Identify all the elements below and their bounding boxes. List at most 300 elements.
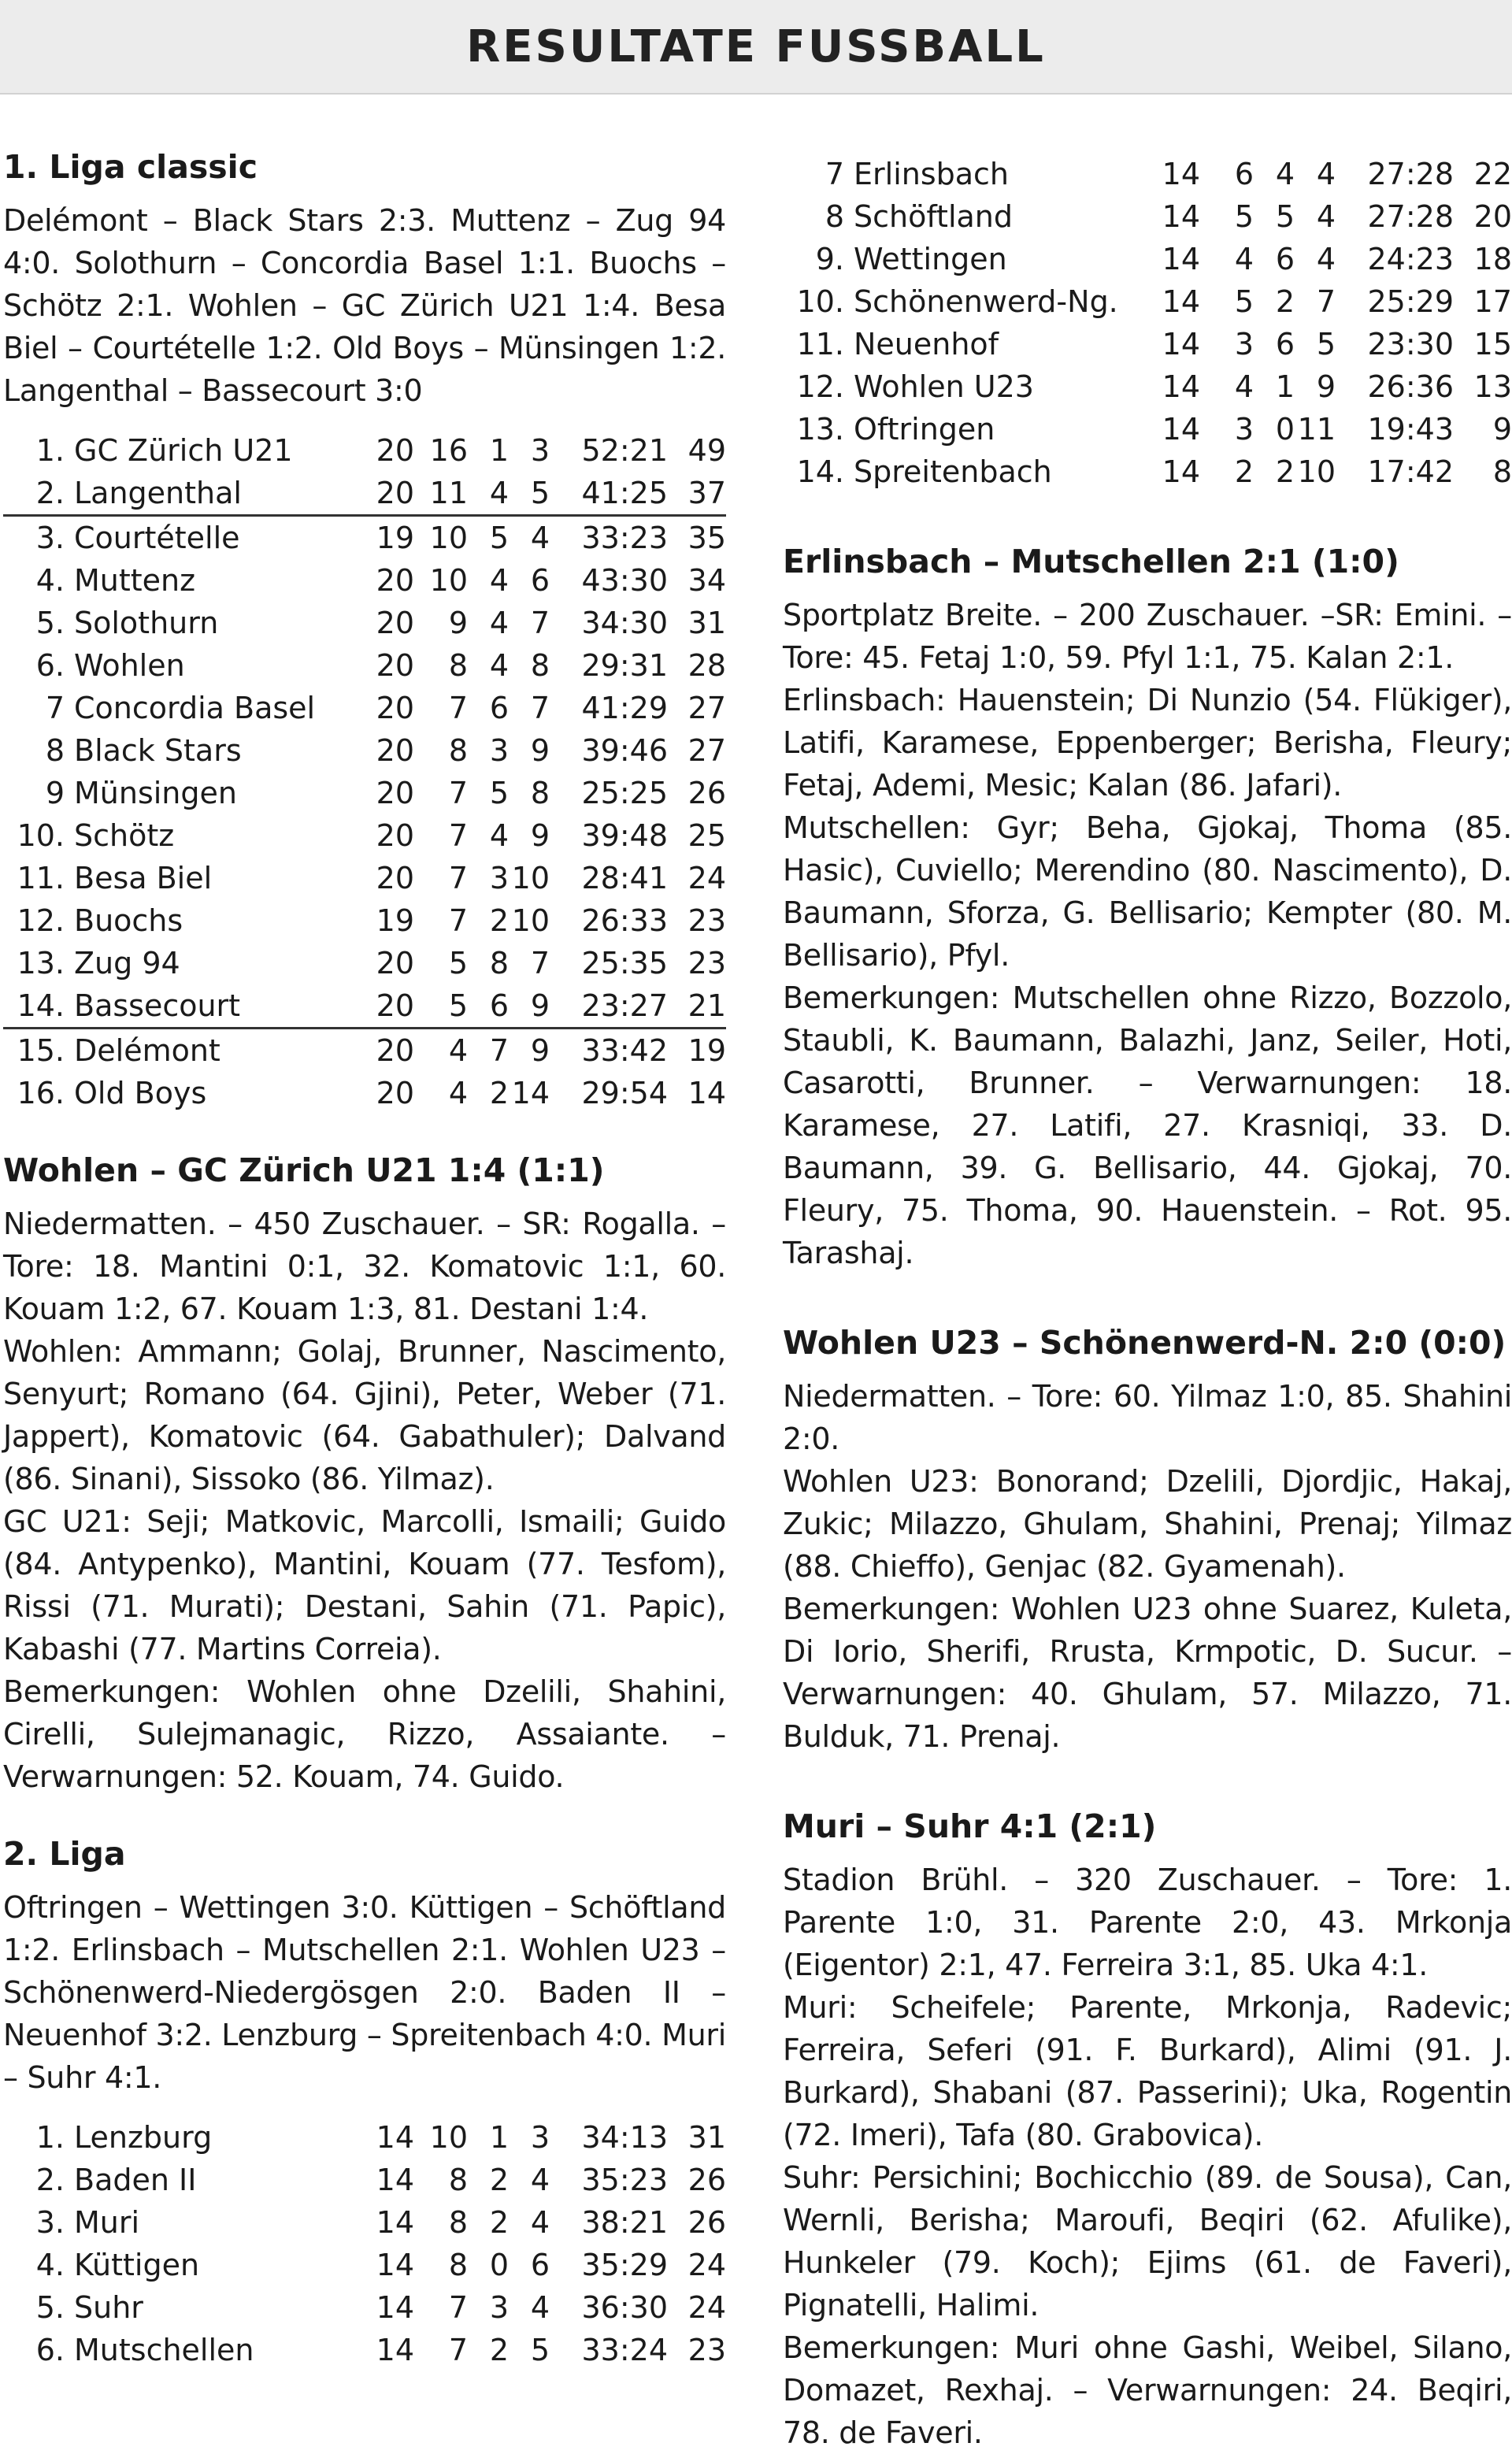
table-team: Concordia Basel [74,691,316,725]
table-team: Besa Biel [74,861,213,895]
table-wins: 7 [448,818,468,853]
table-points: 24 [687,2248,726,2282]
table-wins: 8 [448,648,468,683]
table-points: 24 [687,861,726,895]
table-goals: 23:27 [550,984,668,1029]
table-rank: 10. [796,284,844,319]
table-draws: 7 [489,1033,509,1068]
table-row [3,2286,726,2329]
table-points: 14 [687,1076,726,1110]
table-draws: 1 [489,433,509,468]
table-played: 20 [376,733,414,768]
table-losses: 8 [530,648,550,683]
page-header [0,0,1512,95]
table-played: 20 [373,472,414,516]
table-played: 14 [376,2120,414,2155]
table-goals: 29:54 [581,1076,668,1110]
table-row [3,472,726,516]
table-played: 14 [1162,242,1200,276]
table-losses: 10 [1297,454,1336,489]
table-wins: 5 [414,984,468,1029]
table-draws: 8 [489,946,509,980]
game-paragraph: Wohlen U23: Bonorand; Dzelili, Djordjic, Hakaj, Zukic; Milazzo, Ghulam, Shahini, Prenaj; Yilmaz (88. Chieffo), Genjac (82. Gyamenah). [783,1464,1512,1584]
table-played: 14 [376,2333,414,2367]
table-played: 19 [376,521,414,555]
table-row [783,280,1512,323]
game-paragraph: Bemerkungen: Mutschellen ohne Rizzo, Bozzolo, Staubli, K. Baumann, Balazhi, Janz, Seiler, Hoti, Casarotti, Brunner. – Verwarnungen: 18. Karamese, 27. Latifi, 27. Krasniqi, 33. D. Baumann, 39. G. Bellisario, 44. Gjokaj, 70. Fleury, 75. Thoma, 90. Hauenstein. – Rot. 95. Tarashaj. [783,980,1512,1270]
table-draws: 4 [489,563,509,598]
table-goals: 28:41 [581,861,668,895]
table-wins: 5 [448,946,468,980]
table-losses: 6 [530,563,550,598]
table-row [783,450,1512,493]
table-team: Neuenhof [854,327,999,361]
table-played: 20 [376,861,414,895]
table-losses: 4 [1316,199,1336,234]
table-losses: 7 [530,691,550,725]
table-wins: 10 [429,563,468,598]
table-goals: 41:25 [550,472,668,516]
table-draws: 4 [489,606,509,640]
table-goals: 19:43 [1367,412,1454,447]
table-row [3,984,726,1029]
table-rank: 8 [825,199,844,234]
table-rank: 14. [3,984,74,1029]
table-played: 20 [376,946,414,980]
game-paragraph: Bemerkungen: Wohlen U23 ohne Suarez, Kuleta, Di Iorio, Sherifi, Rrusta, Krmpotic, D. Sucur. – Verwarnungen: 40. Ghulam, 57. Milazzo, 71. Bulduk, 71. Prenaj. [783,1592,1512,1754]
table-rank: 2. [35,2163,65,2197]
table-team: Old Boys [74,1076,207,1110]
table-row [783,195,1512,238]
table-team: Spreitenbach [854,454,1052,489]
game-title-erlinsbach: Erlinsbach – Mutschellen 2:1 (1:0) [783,543,1399,580]
table-wins: 4 [448,1033,468,1068]
table-wins: 4 [448,1076,468,1110]
table-losses: 14 [511,1076,550,1110]
table-row [3,2244,726,2286]
table-points: 31 [687,606,726,640]
table-losses: 9 [530,733,550,768]
table-wins: 6 [1234,157,1254,191]
table-team: Schöftland [854,199,1014,234]
table-draws: 4 [1275,157,1295,191]
left-column [3,146,726,2371]
table-losses: 5 [509,472,550,516]
table-losses: 10 [511,861,550,895]
table-played: 20 [376,606,414,640]
table-team: Solothurn [74,606,219,640]
table-team: Mutschellen [74,2333,254,2367]
table-goals: 43:30 [581,563,668,598]
table-points: 23 [687,946,726,980]
table-team: Suhr [74,2290,143,2325]
table-row [3,1072,726,1114]
table-team: Wettingen [854,242,1007,276]
table-team: Zug 94 [74,946,180,980]
table-rank: 11. [796,327,844,361]
table-points: 22 [1473,157,1512,191]
table-rank: 4. [35,2248,65,2282]
table-wins: 8 [448,733,468,768]
game-paragraph: Niedermatten. – Tore: 60. Yilmaz 1:0, 85. Shahini 2:0. [783,1379,1512,1456]
game-paragraph: Muri: Scheifele; Parente, Mrkonja, Radevic; Ferreira, Seferi (91. F. Burkard), Alimi (91. J. Burkard), Shabani (87. Passerini); Uka, Rogentin (72. Imeri), Tafa (80. Grabovica). [783,1990,1512,2152]
table-team: Schötz [74,818,175,853]
table-losses: 3 [530,2120,550,2155]
table-wins: 4 [1234,242,1254,276]
table-team: Bassecourt [74,984,373,1029]
table-row [3,2116,726,2159]
table-row [3,942,726,984]
table-played: 14 [1162,412,1200,447]
standings-table-liga2-part1 [3,2116,726,2371]
table-played: 20 [376,691,414,725]
table-row [783,323,1512,365]
table-points: 34 [687,563,726,598]
table-draws: 2 [1275,284,1295,319]
table-points: 23 [687,903,726,938]
table-goals: 23:30 [1367,327,1454,361]
game-paragraph: Mutschellen: Gyr; Beha, Gjokaj, Thoma (85. Hasic), Cuviello; Merendino (80. Nascimento), D. Baumann, Sforza, G. Bellisario; Kempter (80. M. Bellisario), Pfyl. [783,810,1512,973]
table-losses: 4 [1316,242,1336,276]
table-played: 14 [1162,199,1200,234]
table-losses: 4 [530,521,550,555]
table-losses: 4 [530,2163,550,2197]
table-draws: 2 [489,2163,509,2197]
table-goals: 35:23 [581,2163,668,2197]
table-losses: 11 [1297,412,1336,447]
table-wins: 3 [1234,412,1254,447]
table-row [3,2329,726,2371]
table-row [3,2201,726,2244]
table-team: GC Zürich U21 [74,433,293,468]
table-goals: 35:29 [581,2248,668,2282]
game-paragraph: Niedermatten. – 450 Zuschauer. – SR: Rogalla. – Tore: 18. Mantini 0:1, 32. Komatovic 1:1, 60. Kouam 1:2, 67. Kouam 1:3, 81. Destani 1:4. [3,1207,726,1326]
table-goals: 38:21 [581,2205,668,2240]
table-rank: 14. [796,454,844,489]
table-row [783,408,1512,450]
table-played: 14 [1162,454,1200,489]
table-wins: 10 [429,521,468,555]
table-points: 31 [687,2120,726,2155]
standings-table-liga2-part2 [783,153,1512,493]
table-rank: 11. [17,861,65,895]
table-draws: 6 [1275,327,1295,361]
table-points: 13 [1473,369,1512,404]
table-points: 19 [687,1033,726,1068]
table-played: 20 [376,818,414,853]
table-wins: 16 [429,433,468,468]
table-losses: 9 [509,984,550,1029]
table-team: Courtételle [74,521,240,555]
table-goals: 27:28 [1367,157,1454,191]
table-losses: 3 [530,433,550,468]
table-losses: 7 [1316,284,1336,319]
table-draws: 6 [468,984,509,1029]
table-points: 27 [687,691,726,725]
table-goals: 26:36 [1367,369,1454,404]
table-rank: 5. [35,2290,65,2325]
table-wins: 2 [1234,454,1254,489]
table-points: 27 [687,733,726,768]
table-goals: 25:25 [581,776,668,810]
table-played: 20 [376,563,414,598]
table-draws: 1 [489,2120,509,2155]
table-rank: 6. [35,648,65,683]
table-wins: 7 [448,2290,468,2325]
table-losses: 7 [530,946,550,980]
table-row [783,153,1512,195]
table-row [783,365,1512,408]
table-losses: 7 [530,606,550,640]
table-team: Wohlen [74,648,185,683]
table-wins: 11 [414,472,468,516]
right-column [783,153,1512,2454]
table-row [3,729,726,772]
game-paragraph: Stadion Brühl. – 320 Zuschauer. – Tore: 1. Parente 1:0, 31. Parente 2:0, 43. Mrkonja (Eigentor) 2:1, 47. Ferreira 3:1, 85. Uka 4:1. [783,1863,1512,1982]
section-title-liga1: 1. Liga classic [3,148,258,186]
table-rank: 8 [45,733,65,768]
game-title-wohlen-u23: Wohlen U23 – Schönenwerd-N. 2:0 (0:0) [783,1324,1506,1362]
table-draws: 5 [489,521,509,555]
table-team: Langenthal [74,472,373,516]
table-losses: 9 [530,1033,550,1068]
table-wins: 7 [448,2333,468,2367]
table-goals: 27:28 [1367,199,1454,234]
table-goals: 39:48 [581,818,668,853]
table-points: 17 [1473,284,1512,319]
table-points: 18 [1473,242,1512,276]
table-rank: 5. [35,606,65,640]
standings-table-liga1 [3,429,726,1114]
table-team: Baden II [74,2163,197,2197]
table-goals: 34:13 [581,2120,668,2155]
table-rank: 13. [17,946,65,980]
table-losses: 4 [530,2290,550,2325]
table-points: 20 [1473,199,1512,234]
table-points: 37 [668,472,726,516]
table-wins: 5 [1234,199,1254,234]
table-team: Delémont [74,1033,220,1068]
page-title: RESULTATE FUSSBALL [466,20,1046,72]
table-points: 21 [668,984,726,1029]
table-losses: 5 [1316,327,1336,361]
table-played: 20 [373,984,414,1029]
table-draws: 2 [489,903,509,938]
table-rank: 1. [35,433,65,468]
table-row [3,559,726,602]
table-goals: 39:46 [581,733,668,768]
table-wins: 7 [448,776,468,810]
table-draws: 6 [1275,242,1295,276]
table-row [3,602,726,644]
table-played: 14 [1162,327,1200,361]
table-played: 14 [1162,284,1200,319]
table-wins: 10 [429,2120,468,2155]
table-draws: 0 [489,2248,509,2282]
table-losses: 9 [530,818,550,853]
table-rank: 9 [45,776,65,810]
table-played: 14 [376,2205,414,2240]
table-rank: 2. [3,472,74,516]
table-points: 25 [687,818,726,853]
table-row [3,429,726,472]
table-losses: 10 [511,903,550,938]
table-wins: 9 [448,606,468,640]
table-row [3,1029,726,1073]
table-goals: 24:23 [1367,242,1454,276]
table-points: 26 [687,2205,726,2240]
table-team: Oftringen [854,412,995,447]
table-losses: 4 [530,2205,550,2240]
table-played: 14 [1162,157,1200,191]
table-goals: 33:42 [581,1033,668,1068]
table-rank: 16. [17,1076,65,1110]
table-losses: 9 [1316,369,1336,404]
table-points: 26 [687,776,726,810]
table-draws: 2 [489,2333,509,2367]
table-goals: 34:30 [581,606,668,640]
table-team: Muri [74,2205,140,2240]
table-wins: 7 [448,861,468,895]
table-losses: 8 [530,776,550,810]
game-paragraph: Erlinsbach: Hauenstein; Di Nunzio (54. Flükiger), Latifi, Karamese, Eppenberger; Berisha, Fleury; Fetaj, Ademi, Mesic; Kalan (86. Jafari). [783,683,1512,803]
table-team: Erlinsbach [854,157,1010,191]
table-team: Buochs [74,903,183,938]
table-losses: 4 [1316,157,1336,191]
table-team: Münsingen [74,776,237,810]
table-row [3,644,726,687]
table-draws: 3 [489,861,509,895]
table-losses: 5 [530,2333,550,2367]
table-wins: 3 [1234,327,1254,361]
table-goals: 52:21 [581,433,668,468]
game-paragraph: Suhr: Persichini; Bochicchio (89. de Sousa), Can, Wernli, Berisha; Maroufi, Beqiri (62. Afulike), Hunkeler (79. Koch); Ejims (61. de Faveri), Pignatelli, Halimi. [783,2160,1512,2322]
table-row [3,857,726,899]
table-played: 14 [376,2163,414,2197]
table-goals: 41:29 [581,691,668,725]
table-rank: 4. [35,563,65,598]
table-wins: 8 [448,2163,468,2197]
game-title-muri: Muri – Suhr 4:1 (2:1) [783,1807,1157,1845]
game-paragraph: Wohlen: Ammann; Golaj, Brunner, Nascimento, Senyurt; Romano (64. Gjini), Peter, Weber (71. Jappert), Komatovic (64. Gabathuler); Dalvand (86. Sinani), Sissoko (86. Yilmaz). [3,1334,726,1496]
table-draws: 4 [489,818,509,853]
table-rank: 13. [796,412,844,447]
table-draws: 0 [1275,412,1295,447]
table-points: 9 [1492,412,1512,447]
table-played: 14 [1162,369,1200,404]
section-title-liga2: 2. Liga [3,1835,126,1873]
table-goals: 25:35 [581,946,668,980]
table-points: 28 [687,648,726,683]
table-draws: 2 [489,1076,509,1110]
table-row [3,899,726,942]
table-draws: 1 [1275,369,1295,404]
table-row [783,238,1512,280]
liga2-results: Oftringen – Wettingen 3:0. Küttigen – Schöftland 1:2. Erlinsbach – Mutschellen 2:1. Wohlen U23 – Schönenwerd-Niedergösgen 2:0. Baden II – Neuenhof 3:2. Lenzburg – Spreitenbach 4:0. Muri – Suhr 4:1. [3,1890,726,2095]
table-rank: 3. [35,521,65,555]
table-team: Black Stars [74,733,242,768]
liga1-results: Delémont – Black Stars 2:3. Muttenz – Zug 94 4:0. Solothurn – Concordia Basel 1:1. Buochs – Schötz 2:1. Wohlen – GC Zürich U21 1:4. Besa Biel – Courtételle 1:2. Old Boys – Münsingen 1:2. Langenthal – Bassecourt 3:0 [3,203,726,408]
table-goals: 36:30 [581,2290,668,2325]
table-team: Küttigen [74,2248,200,2282]
table-played: 20 [376,1076,414,1110]
table-rank: 10. [17,818,65,853]
table-wins: 5 [1234,284,1254,319]
table-draws: 4 [489,648,509,683]
table-played: 20 [376,1033,414,1068]
table-row [3,2159,726,2201]
table-row [3,772,726,814]
table-team: Schönenwerd-Ng. [854,284,1118,319]
table-team: Lenzburg [74,2120,213,2155]
table-draws: 3 [489,733,509,768]
table-draws: 5 [489,776,509,810]
table-rank: 9. [815,242,844,276]
table-played: 14 [376,2290,414,2325]
table-losses: 6 [530,2248,550,2282]
table-goals: 29:31 [581,648,668,683]
table-points: 35 [687,521,726,555]
table-row [3,814,726,857]
table-draws: 6 [489,691,509,725]
game-paragraph: Sportplatz Breite. – 200 Zuschauer. –SR: Emini. – Tore: 45. Fetaj 1:0, 59. Pfyl 1:1, 75. Kalan 2:1. [783,598,1512,675]
table-wins: 7 [448,903,468,938]
table-rank: 6. [35,2333,65,2367]
table-played: 20 [376,776,414,810]
table-points: 23 [687,2333,726,2367]
table-team: Muttenz [74,563,196,598]
table-points: 24 [687,2290,726,2325]
table-draws: 5 [1275,199,1295,234]
table-wins: 8 [448,2205,468,2240]
table-played: 19 [376,903,414,938]
table-rank: 7 [45,691,65,725]
table-goals: 33:23 [581,521,668,555]
table-points: 15 [1473,327,1512,361]
table-played: 20 [376,433,414,468]
game-paragraph: Bemerkungen: Wohlen ohne Dzelili, Shahini, Cirelli, Sulejmanagic, Rizzo, Assaiante. – Verwarnungen: 52. Kouam, 74. Guido. [3,1674,726,1794]
table-played: 14 [376,2248,414,2282]
table-goals: 25:29 [1367,284,1454,319]
table-wins: 4 [1234,369,1254,404]
table-points: 26 [687,2163,726,2197]
table-points: 8 [1492,454,1512,489]
table-points: 49 [687,433,726,468]
table-wins: 7 [448,691,468,725]
table-goals: 33:24 [581,2333,668,2367]
table-draws: 4 [468,472,509,516]
game-title-wohlen-gc: Wohlen – GC Zürich U21 1:4 (1:1) [3,1151,605,1189]
table-row [3,516,726,560]
table-draws: 3 [489,2290,509,2325]
table-draws: 2 [1275,454,1295,489]
table-row [3,687,726,729]
table-rank: 7 [825,157,844,191]
table-rank: 12. [796,369,844,404]
table-played: 20 [376,648,414,683]
table-draws: 2 [489,2205,509,2240]
table-goals: 26:33 [581,903,668,938]
table-rank: 1. [35,2120,65,2155]
table-rank: 15. [17,1033,65,1068]
table-rank: 3. [35,2205,65,2240]
game-paragraph: GC U21: Seji; Matkovic, Marcolli, Ismaili; Guido (84. Antypenko), Mantini, Kouam (77. Tesfom), Rissi (71. Murati); Destani, Sahin (71. Papic), Kabashi (77. Martins Correia). [3,1504,726,1666]
game-paragraph: Bemerkungen: Muri ohne Gashi, Weibel, Silano, Domazet, Rexhaj. – Verwarnungen: 24. Beqiri, 78. de Faveri. [783,2330,1512,2450]
table-rank: 12. [17,903,65,938]
table-goals: 17:42 [1367,454,1454,489]
table-team: Wohlen U23 [854,369,1034,404]
table-wins: 8 [448,2248,468,2282]
